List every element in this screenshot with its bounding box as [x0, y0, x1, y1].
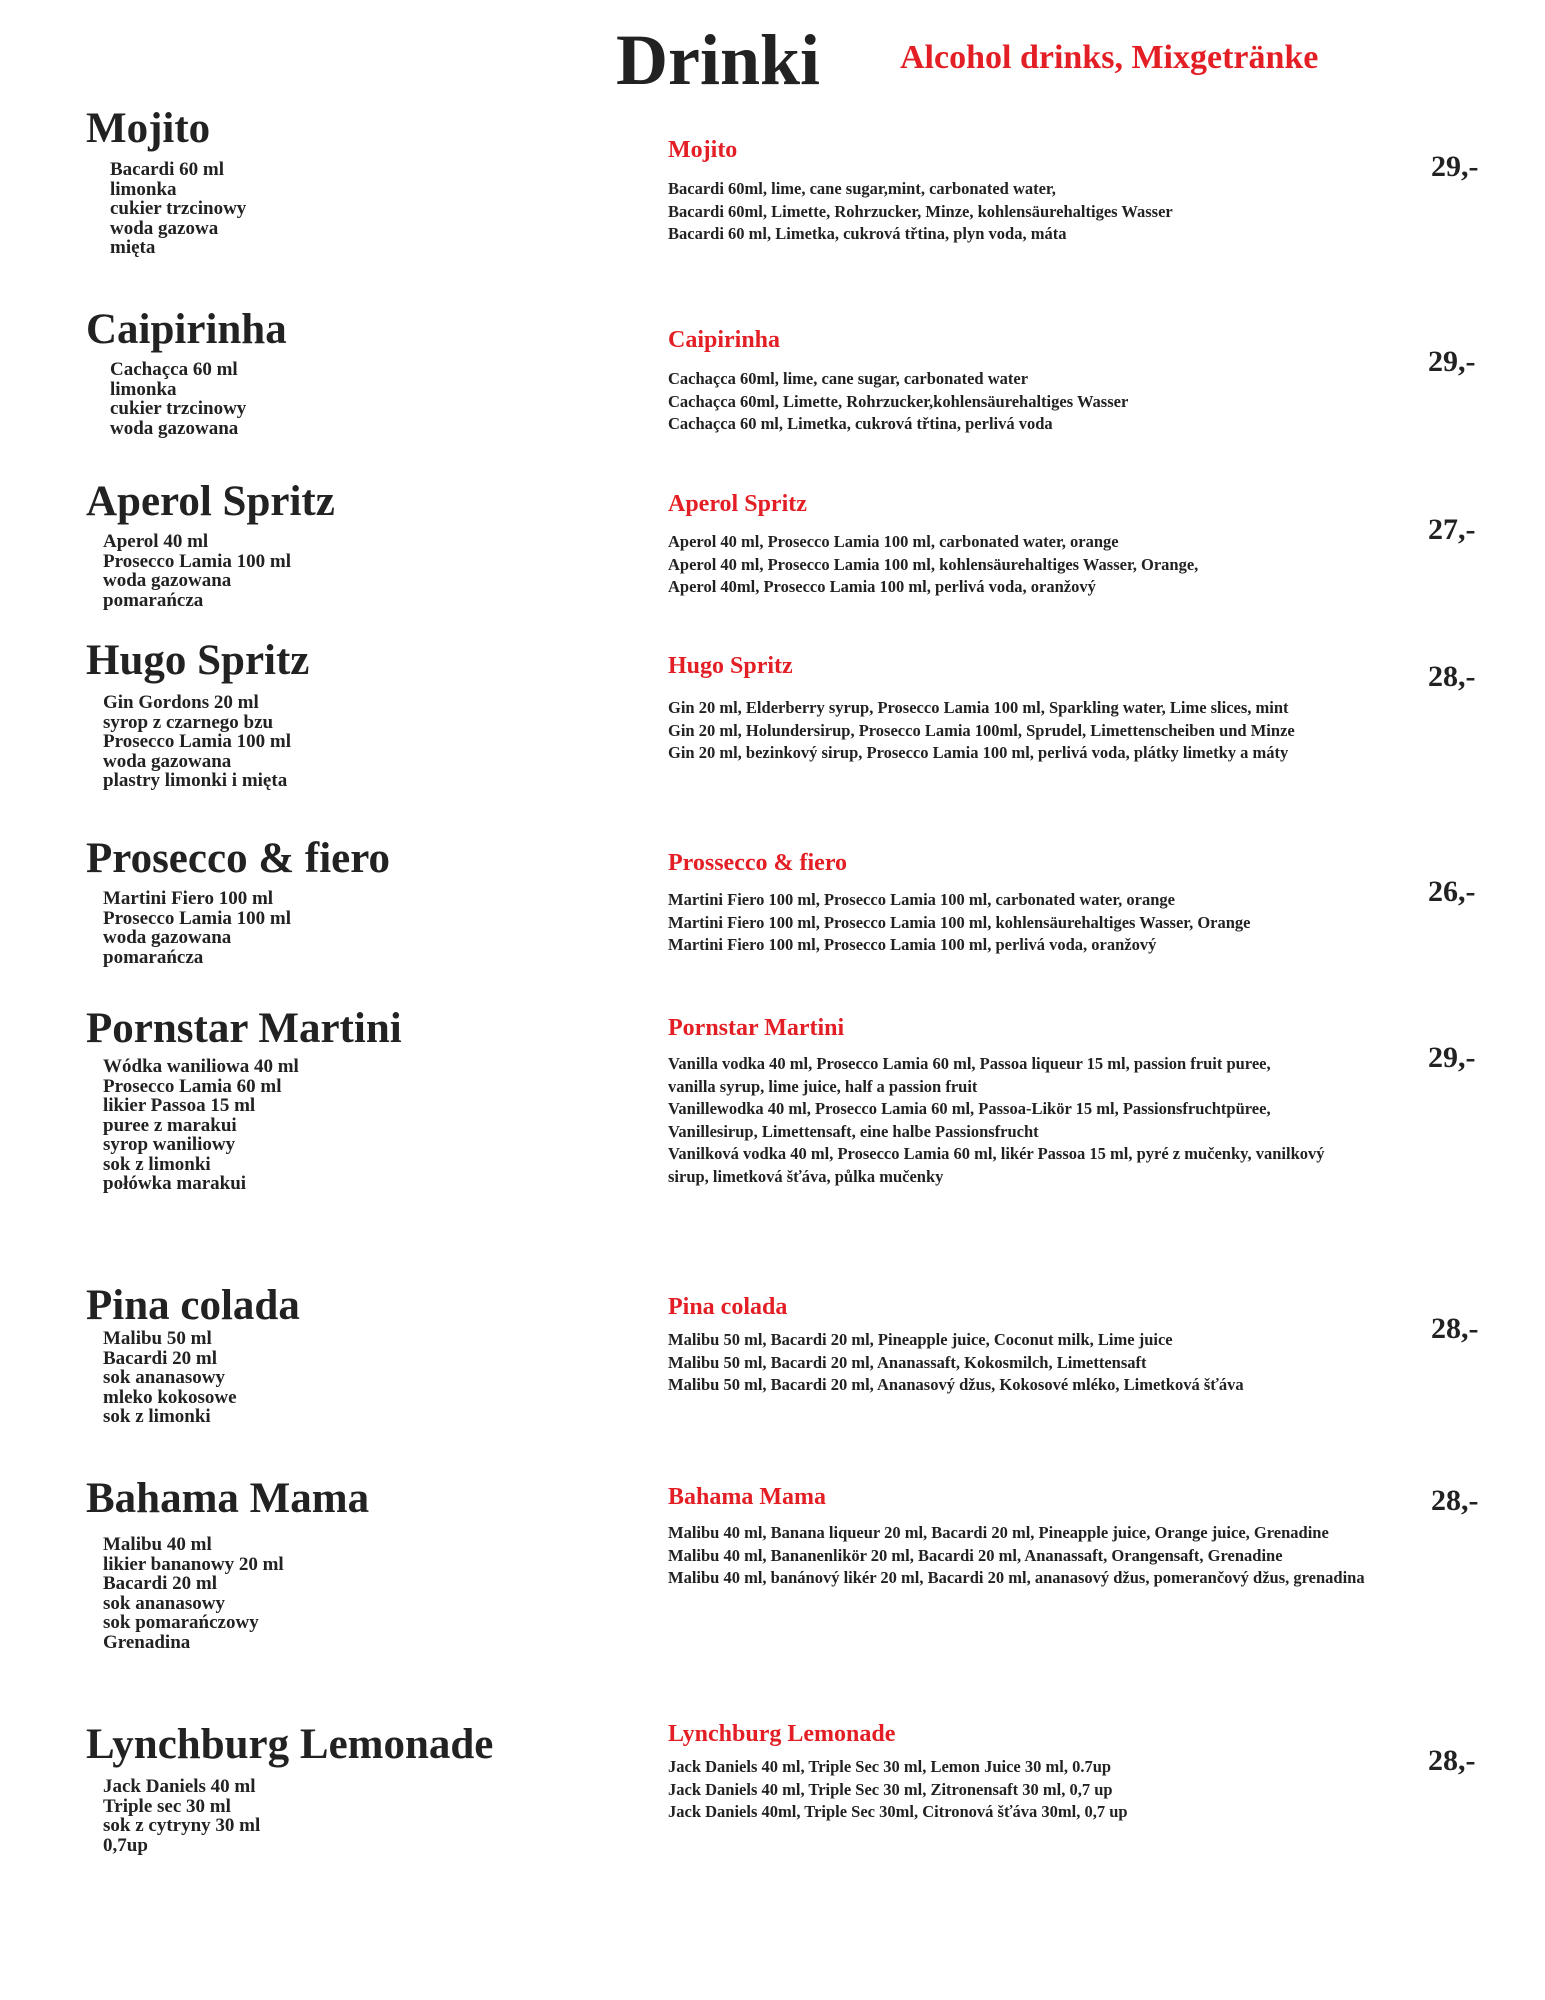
ingredient: sok ananasowy — [103, 1367, 225, 1388]
ingredient: likier Passoa 15 ml — [103, 1095, 256, 1116]
drink-description — [668, 178, 1173, 246]
description-line: Cachaçca 60 ml, Limetka, cukrová třtina, perlivá voda — [668, 414, 1053, 433]
drink-name: Bahama Mama — [86, 1475, 370, 1522]
description-line: Vanilla vodka 40 ml, Prosecco Lamia 60 ml, Passoa liqueur 15 ml, passion fruit puree, — [668, 1054, 1271, 1073]
description-line: vanilla syrup, lime juice, half a passion fruit — [668, 1076, 978, 1096]
drink-name: Hugo Spritz — [86, 637, 310, 684]
ingredient: Jack Daniels 40 ml — [103, 1776, 256, 1797]
drink-description — [668, 368, 1128, 436]
description-line: Aperol 40 ml, Prosecco Lamia 100 ml, kohlensäurehaltiges Wasser, Orange, — [668, 554, 1199, 574]
drink-name: Mojito — [86, 105, 211, 152]
description-line: Bacardi 60ml, lime, cane sugar,mint, carbonated water, — [668, 179, 1056, 198]
ingredient: woda gazowana — [103, 750, 232, 772]
ingredient: woda gazowana — [103, 927, 232, 948]
description-line: Malibu 50 ml, Bacardi 20 ml, Ananasový džus, Kokosové mléko, Limetková šťáva — [668, 1375, 1244, 1394]
ingredient: mięta — [110, 237, 156, 258]
drink-translated-name: Prossecco & fiero — [668, 850, 848, 876]
ingredient: limonka — [110, 378, 177, 400]
drink-ingredients-pl — [103, 1777, 260, 1855]
ingredient: plastry limonki i mięta — [103, 770, 288, 791]
drink-ingredients-pl — [103, 889, 291, 967]
description-line: Martini Fiero 100 ml, Prosecco Lamia 100 ml, carbonated water, orange — [668, 890, 1175, 909]
description-line: Cachaçca 60ml, lime, cane sugar, carbonated water — [668, 369, 1029, 388]
ingredient: Triple sec 30 ml — [103, 1795, 231, 1817]
ingredient: woda gazowana — [103, 570, 232, 591]
drink-price: 26,- — [1428, 875, 1476, 908]
drink-translated-name: Bahama Mama — [668, 1484, 826, 1510]
ingredient: pomarańcza — [103, 589, 204, 611]
drink-description — [668, 531, 1198, 599]
ingredient: woda gazowa — [110, 217, 219, 239]
drink-ingredients-pl — [103, 1535, 284, 1652]
ingredient: Bacardi 60 ml — [110, 159, 224, 180]
description-line: Vanilková vodka 40 ml, Prosecco Lamia 60 ml, likér Passoa 15 ml, pyré z mučenky, vanilkový — [668, 1144, 1325, 1163]
drink-description — [668, 1329, 1244, 1397]
ingredient: limonka — [110, 178, 177, 200]
description-line: Malibu 40 ml, Banana liqueur 20 ml, Bacardi 20 ml, Pineapple juice, Orange juice, Grenadine — [668, 1523, 1329, 1542]
ingredient: Prosecco Lamia 60 ml — [103, 1075, 282, 1097]
ingredient: pomarańcza — [103, 946, 204, 968]
description-line: Jack Daniels 40 ml, Triple Sec 30 ml, Zitronensaft 30 ml, 0,7 up — [668, 1779, 1113, 1799]
description-line: Martini Fiero 100 ml, Prosecco Lamia 100 ml, kohlensäurehaltiges Wasser, Orange — [668, 912, 1251, 932]
ingredient: cukier trzcinowy — [110, 398, 247, 419]
ingredient: sok z cytryny 30 ml — [103, 1815, 261, 1836]
drink-price: 27,- — [1428, 513, 1476, 546]
drink-price: 28,- — [1428, 660, 1476, 693]
description-line: Vanillewodka 40 ml, Prosecco Lamia 60 ml, Passoa-Likör 15 ml, Passionsfruchtpüree, — [668, 1099, 1271, 1118]
drink-ingredients-pl — [103, 1057, 299, 1194]
ingredient: likier bananowy 20 ml — [103, 1553, 284, 1575]
drink-translated-name: Pina colada — [668, 1294, 788, 1320]
drink-ingredients-pl — [110, 360, 246, 438]
ingredient: Grenadina — [103, 1631, 191, 1653]
description-line: Aperol 40ml, Prosecco Lamia 100 ml, perlivá voda, oranžový — [668, 577, 1096, 596]
ingredient: sok pomarańczowy — [103, 1612, 259, 1633]
description-line: Martini Fiero 100 ml, Prosecco Lamia 100 ml, perlivá voda, oranžový — [668, 935, 1157, 954]
ingredient: syrop waniliowy — [103, 1134, 236, 1155]
description-line: Malibu 50 ml, Bacardi 20 ml, Pineapple juice, Coconut milk, Lime juice — [668, 1330, 1173, 1349]
ingredient: sok z limonki — [103, 1153, 211, 1175]
ingredient: Aperol 40 ml — [103, 531, 209, 552]
ingredient: cukier trzcinowy — [110, 198, 247, 219]
ingredient: Cachaçca 60 ml — [110, 359, 238, 380]
drink-price: 29,- — [1431, 150, 1479, 183]
drink-name: Aperol Spritz — [86, 478, 335, 525]
drink-price: 28,- — [1428, 1744, 1476, 1777]
drink-price: 28,- — [1431, 1312, 1479, 1345]
drink-translated-name: Lynchburg Lemonade — [668, 1721, 896, 1747]
drink-translated-name: Pornstar Martini — [668, 1015, 845, 1041]
drink-name: Pina colada — [86, 1282, 300, 1329]
ingredient: Bacardi 20 ml — [103, 1573, 217, 1594]
drink-description — [668, 697, 1295, 765]
description-line: Jack Daniels 40 ml, Triple Sec 30 ml, Lemon Juice 30 ml, 0.7up — [668, 1757, 1112, 1776]
description-line: Vanillesirup, Limettensaft, eine halbe Passionsfrucht — [668, 1121, 1039, 1141]
ingredient: Malibu 50 ml — [103, 1328, 212, 1349]
ingredient: Malibu 40 ml — [103, 1534, 212, 1555]
drink-ingredients-pl — [103, 532, 291, 610]
page-subtitle: Alcohol drinks, Mixgetränke — [900, 39, 1319, 76]
description-line: Jack Daniels 40ml, Triple Sec 30ml, Citronová šťáva 30ml, 0,7 up — [668, 1802, 1128, 1821]
description-line: Malibu 50 ml, Bacardi 20 ml, Ananassaft, Kokosmilch, Limettensaft — [668, 1352, 1147, 1372]
drink-translated-name: Aperol Spritz — [668, 491, 807, 517]
drink-ingredients-pl — [103, 1329, 237, 1427]
description-line: Malibu 40 ml, banánový likér 20 ml, Bacardi 20 ml, ananasový džus, pomerančový džus, grenadina — [668, 1568, 1365, 1587]
drink-name: Lynchburg Lemonade — [86, 1721, 494, 1768]
ingredient: Prosecco Lamia 100 ml — [103, 731, 292, 752]
drink-name: Prosecco & fiero — [86, 835, 391, 882]
ingredient: sok z limonki — [103, 1406, 211, 1427]
ingredient: połówka marakui — [103, 1173, 247, 1194]
ingredient: mleko kokosowe — [103, 1386, 237, 1408]
description-line: Cachaçca 60ml, Limette, Rohrzucker,kohlensäurehaltiges Wasser — [668, 391, 1129, 411]
description-line: Aperol 40 ml, Prosecco Lamia 100 ml, carbonated water, orange — [668, 532, 1119, 551]
ingredient: Prosecco Lamia 100 ml — [103, 550, 292, 572]
page-title: Drinki — [616, 20, 821, 100]
description-line: Gin 20 ml, bezinkový sirup, Prosecco Lamia 100 ml, perlivá voda, plátky limetky a máty — [668, 743, 1289, 762]
drink-translated-name: Caipirinha — [668, 327, 781, 353]
drink-translated-name: Mojito — [668, 137, 738, 163]
description-line: Bacardi 60 ml, Limetka, cukrová třtina, plyn voda, máta — [668, 224, 1067, 243]
ingredient: sok ananasowy — [103, 1592, 225, 1614]
ingredient: puree z marakui — [103, 1114, 237, 1136]
ingredient: 0,7up — [103, 1834, 148, 1856]
drink-ingredients-pl — [103, 693, 291, 791]
drink-name: Pornstar Martini — [86, 1005, 402, 1052]
drink-price: 28,- — [1431, 1484, 1479, 1517]
drink-ingredients-pl — [110, 160, 246, 258]
drink-description — [668, 1053, 1325, 1188]
ingredient: Gin Gordons 20 ml — [103, 692, 259, 713]
ingredient: Martini Fiero 100 ml — [103, 888, 274, 909]
description-line: Gin 20 ml, Elderberry syrup, Prosecco Lamia 100 ml, Sparkling water, Lime slices, mint — [668, 698, 1289, 717]
drink-description — [668, 1522, 1365, 1590]
description-line: sirup, limetková šťáva, půlka mučenky — [668, 1166, 944, 1186]
description-line: Malibu 40 ml, Bananenlikör 20 ml, Bacardi 20 ml, Ananassaft, Orangensaft, Grenadine — [668, 1545, 1283, 1565]
drink-description — [668, 889, 1251, 957]
description-line: Bacardi 60ml, Limette, Rohrzucker, Minze, kohlensäurehaltiges Wasser — [668, 201, 1173, 221]
drink-description — [668, 1756, 1128, 1824]
ingredient: Bacardi 20 ml — [103, 1347, 217, 1369]
ingredient: syrop z czarnego bzu — [103, 711, 274, 733]
drink-name: Caipirinha — [86, 306, 287, 353]
drink-translated-name: Hugo Spritz — [668, 653, 793, 679]
drink-price: 29,- — [1428, 1041, 1476, 1074]
description-line: Gin 20 ml, Holundersirup, Prosecco Lamia 100ml, Sprudel, Limettenscheiben und Minze — [668, 720, 1295, 740]
ingredient: Prosecco Lamia 100 ml — [103, 907, 292, 929]
ingredient: woda gazowana — [110, 417, 239, 439]
drink-price: 29,- — [1428, 345, 1476, 378]
ingredient: Wódka waniliowa 40 ml — [103, 1056, 299, 1077]
